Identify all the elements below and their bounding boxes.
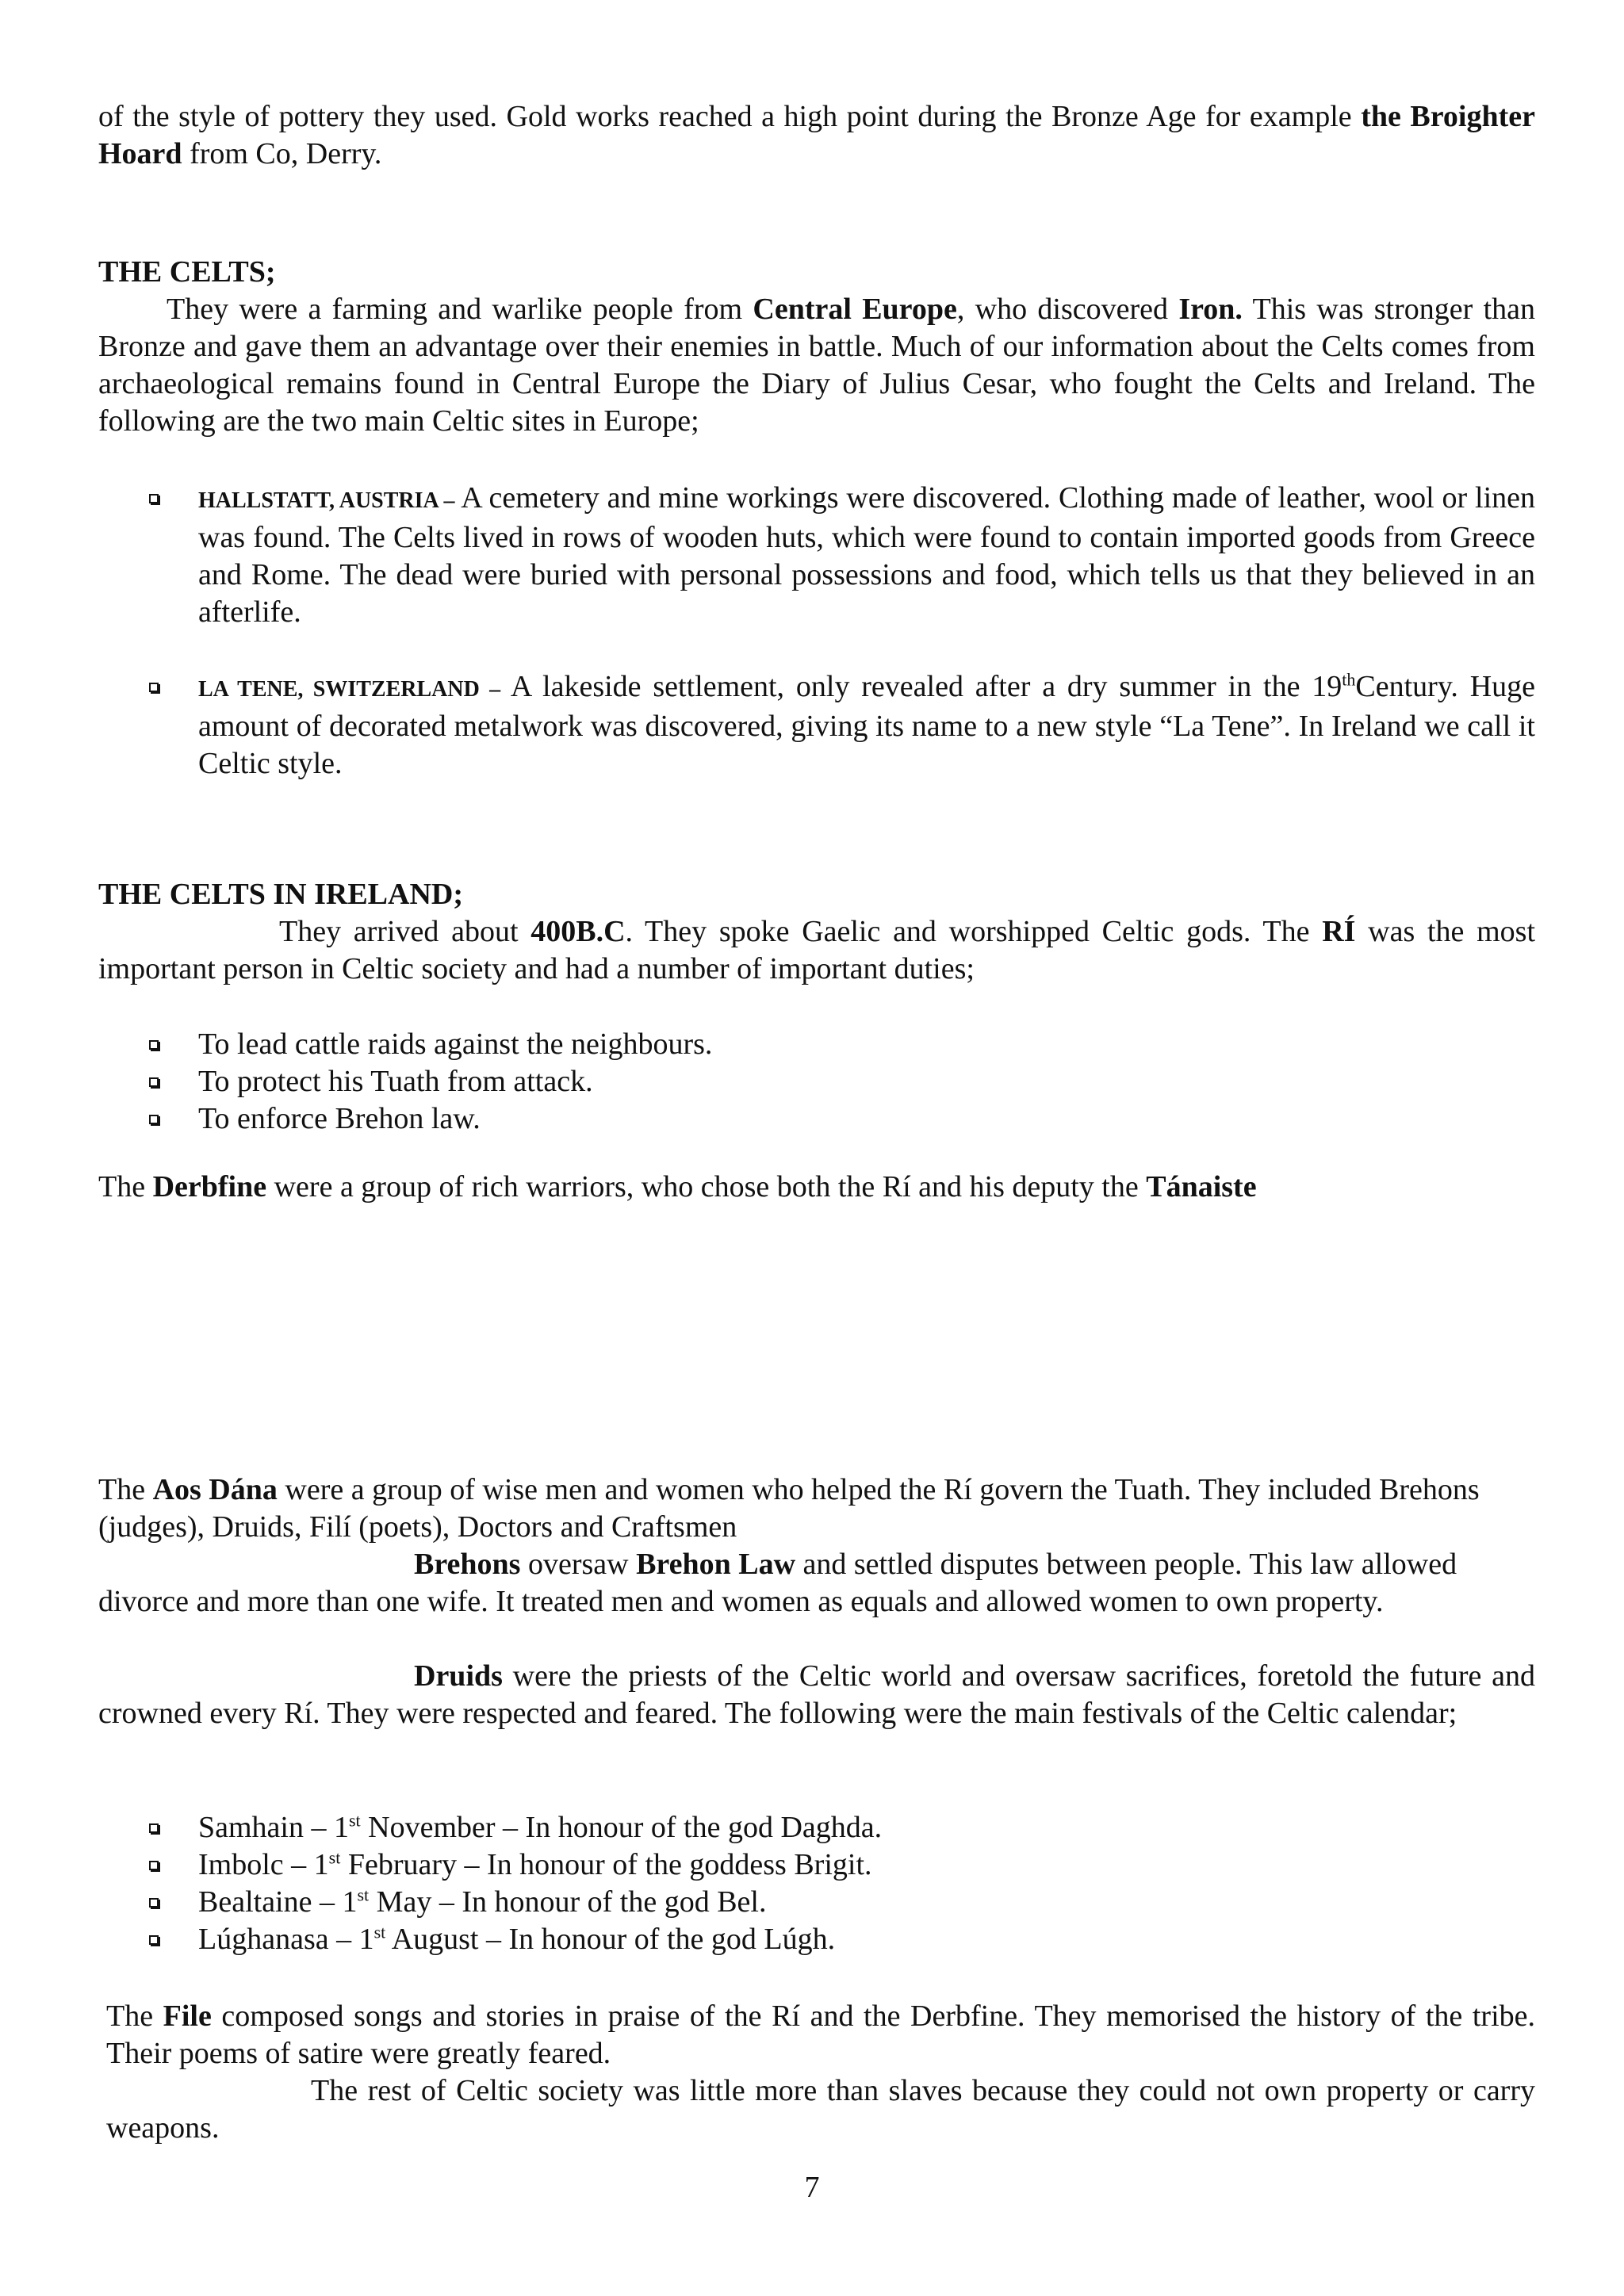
checkbox-bullet-icon xyxy=(149,1115,159,1124)
druids-text: were the priests of the Celtic world and oversaw sacrifices, foretold the future and crowned every Rí. They were respected and feared. The following were the main festivals of the Celtic calendar; xyxy=(98,1659,1535,1730)
brehons-term: Brehons xyxy=(414,1548,521,1581)
festival-name: Samhain – 1 xyxy=(198,1811,349,1844)
ordinal-suffix: th xyxy=(1342,669,1356,690)
file-text: composed songs and stories in praise of the Rí and the Derbfine. They memorised the history of the tribe. Their poems of satire were greatly feared. xyxy=(106,1999,1535,2070)
celtic-sites-list xyxy=(149,480,1535,783)
ireland-paragraph xyxy=(98,913,1535,988)
page-number: 7 xyxy=(804,2171,820,2204)
brehons-text: oversaw xyxy=(520,1548,637,1581)
file-text: The xyxy=(106,1999,163,2033)
rest-of-society-text: The rest of Celtic society was little more than slaves because they could not own property or carry weapons. xyxy=(106,2074,1535,2145)
celts-heading: THE CELTS; xyxy=(98,255,276,289)
site-description-cont: Century. Huge amount of decorated metalwork was discovered, giving its name to a new style “La Tene”. In Ireland we call it Celtic style. xyxy=(198,670,1535,780)
checkbox-bullet-icon xyxy=(149,683,159,692)
intro-text: of the style of pottery they used. Gold works reached a high point during the Bronze Age for example xyxy=(98,100,1362,133)
site-la-tene xyxy=(149,668,1535,783)
festival-detail: November – In honour of the god Daghda. xyxy=(360,1811,883,1844)
festival-name: Imbolc – 1 xyxy=(198,1848,329,1881)
aos-dana-term: Aos Dána xyxy=(152,1473,278,1506)
brehons-text: and settled disputes between people. This law allowed divorce and more than one wife. It treated men and women as equals and allowed women to own property. xyxy=(98,1548,1457,1618)
duty-text: To enforce Brehon law. xyxy=(198,1102,481,1135)
ireland-text: was the most important person in Celtic society and had a number of important duties; xyxy=(98,915,1535,985)
checkbox-bullet-icon xyxy=(149,494,159,503)
file-paragraph xyxy=(106,1998,1535,2072)
derbfine-text: The xyxy=(98,1170,153,1203)
checkbox-bullet-icon xyxy=(149,1935,159,1945)
broighter-hoard-term: the Broighter Hoard xyxy=(98,100,1535,170)
intro-paragraph xyxy=(98,98,1535,173)
aos-dana-text: were a group of wise men and women who helped the Rí govern the Tuath. They included Brehons (judges), Druids, Filí (poets), Doctors and Craftsmen xyxy=(98,1473,1480,1544)
festival-item xyxy=(149,1846,1535,1884)
site-hallstatt xyxy=(149,480,1535,631)
tanaiste-term: Tánaiste xyxy=(1146,1170,1257,1203)
file-term: File xyxy=(163,1999,212,2033)
arrival-date: 400B.C xyxy=(530,915,626,948)
festival-name: Bealtaine – 1 xyxy=(198,1885,358,1919)
duty-item xyxy=(149,1063,1535,1100)
festivals-list xyxy=(149,1809,1535,1958)
site-label: LA TENE, SWITZERLAND – xyxy=(198,677,501,702)
ireland-text: . They spoke Gaelic and worshipped Celtic gods. The xyxy=(625,915,1323,948)
festival-item xyxy=(149,1921,1535,1958)
derbfine-paragraph xyxy=(98,1169,1535,1206)
checkbox-bullet-icon xyxy=(149,1861,159,1870)
duty-item xyxy=(149,1100,1535,1138)
celts-text: They were a farming and warlike people from xyxy=(167,293,753,326)
aos-dana-paragraph xyxy=(98,1471,1535,1546)
duty-item xyxy=(149,1026,1535,1063)
festival-item xyxy=(149,1884,1535,1921)
aos-dana-text: The xyxy=(98,1473,153,1506)
rest-of-society-paragraph xyxy=(106,2072,1535,2147)
festival-item xyxy=(149,1809,1535,1846)
festival-name: Lúghanasa – 1 xyxy=(198,1923,374,1956)
intro-text-end: from Co, Derry. xyxy=(182,137,382,170)
druids-paragraph xyxy=(98,1658,1535,1732)
site-description: A lakeside settlement, only revealed after a dry summer in the 19 xyxy=(500,670,1342,703)
derbfine-term: Derbfine xyxy=(152,1170,267,1203)
ordinal-suffix: st xyxy=(348,1810,361,1831)
checkbox-bullet-icon xyxy=(149,1040,159,1050)
ireland-text: They arrived about xyxy=(279,915,531,948)
festival-detail: May – In honour of the god Bel. xyxy=(369,1885,767,1919)
checkbox-bullet-icon xyxy=(149,1898,159,1908)
celts-ireland-heading: THE CELTS IN IRELAND; xyxy=(98,878,464,911)
festival-detail: August – In honour of the god Lúgh. xyxy=(385,1923,836,1956)
site-label: HALLSTATT, AUSTRIA – xyxy=(198,488,455,513)
festival-detail: February – In honour of the goddess Brigit. xyxy=(340,1848,872,1881)
celts-paragraph xyxy=(98,291,1535,440)
ordinal-suffix: st xyxy=(328,1847,341,1868)
derbfine-text: were a group of rich warriors, who chose both the Rí and his deputy the xyxy=(266,1170,1147,1203)
checkbox-bullet-icon xyxy=(149,1823,159,1833)
ordinal-suffix: st xyxy=(357,1885,370,1905)
iron-term: Iron. xyxy=(1178,293,1243,326)
celts-text: This was stronger than Bronze and gave them an advantage over their enemies in battle. Much of our information about the Celts comes from archaeological remains found in Central Europe the Diary of Julius Cesar, who fought the Celts and Ireland. The following are the two main Celtic sites in Europe; xyxy=(98,293,1536,438)
duty-text: To lead cattle raids against the neighbours. xyxy=(198,1027,713,1061)
brehons-paragraph xyxy=(98,1546,1535,1621)
ordinal-suffix: st xyxy=(373,1922,386,1942)
ri-duties-list xyxy=(149,1026,1535,1138)
celts-text: , who discovered xyxy=(956,293,1179,326)
checkbox-bullet-icon xyxy=(149,1077,159,1087)
druids-term: Druids xyxy=(414,1659,503,1693)
duty-text: To protect his Tuath from attack. xyxy=(198,1065,593,1098)
ri-term: RÍ xyxy=(1322,915,1356,948)
site-description: A cemetery and mine workings were discovered. Clothing made of leather, wool or linen was found. The Celts lived in rows of wooden huts, which were found to contain imported goods from Greece and Rome. The dead were buried with personal possessions and food, which tells us that they believed in an afterlife. xyxy=(198,481,1535,629)
brehon-law-term: Brehon Law xyxy=(636,1548,796,1581)
central-europe-term: Central Europe xyxy=(753,293,957,326)
